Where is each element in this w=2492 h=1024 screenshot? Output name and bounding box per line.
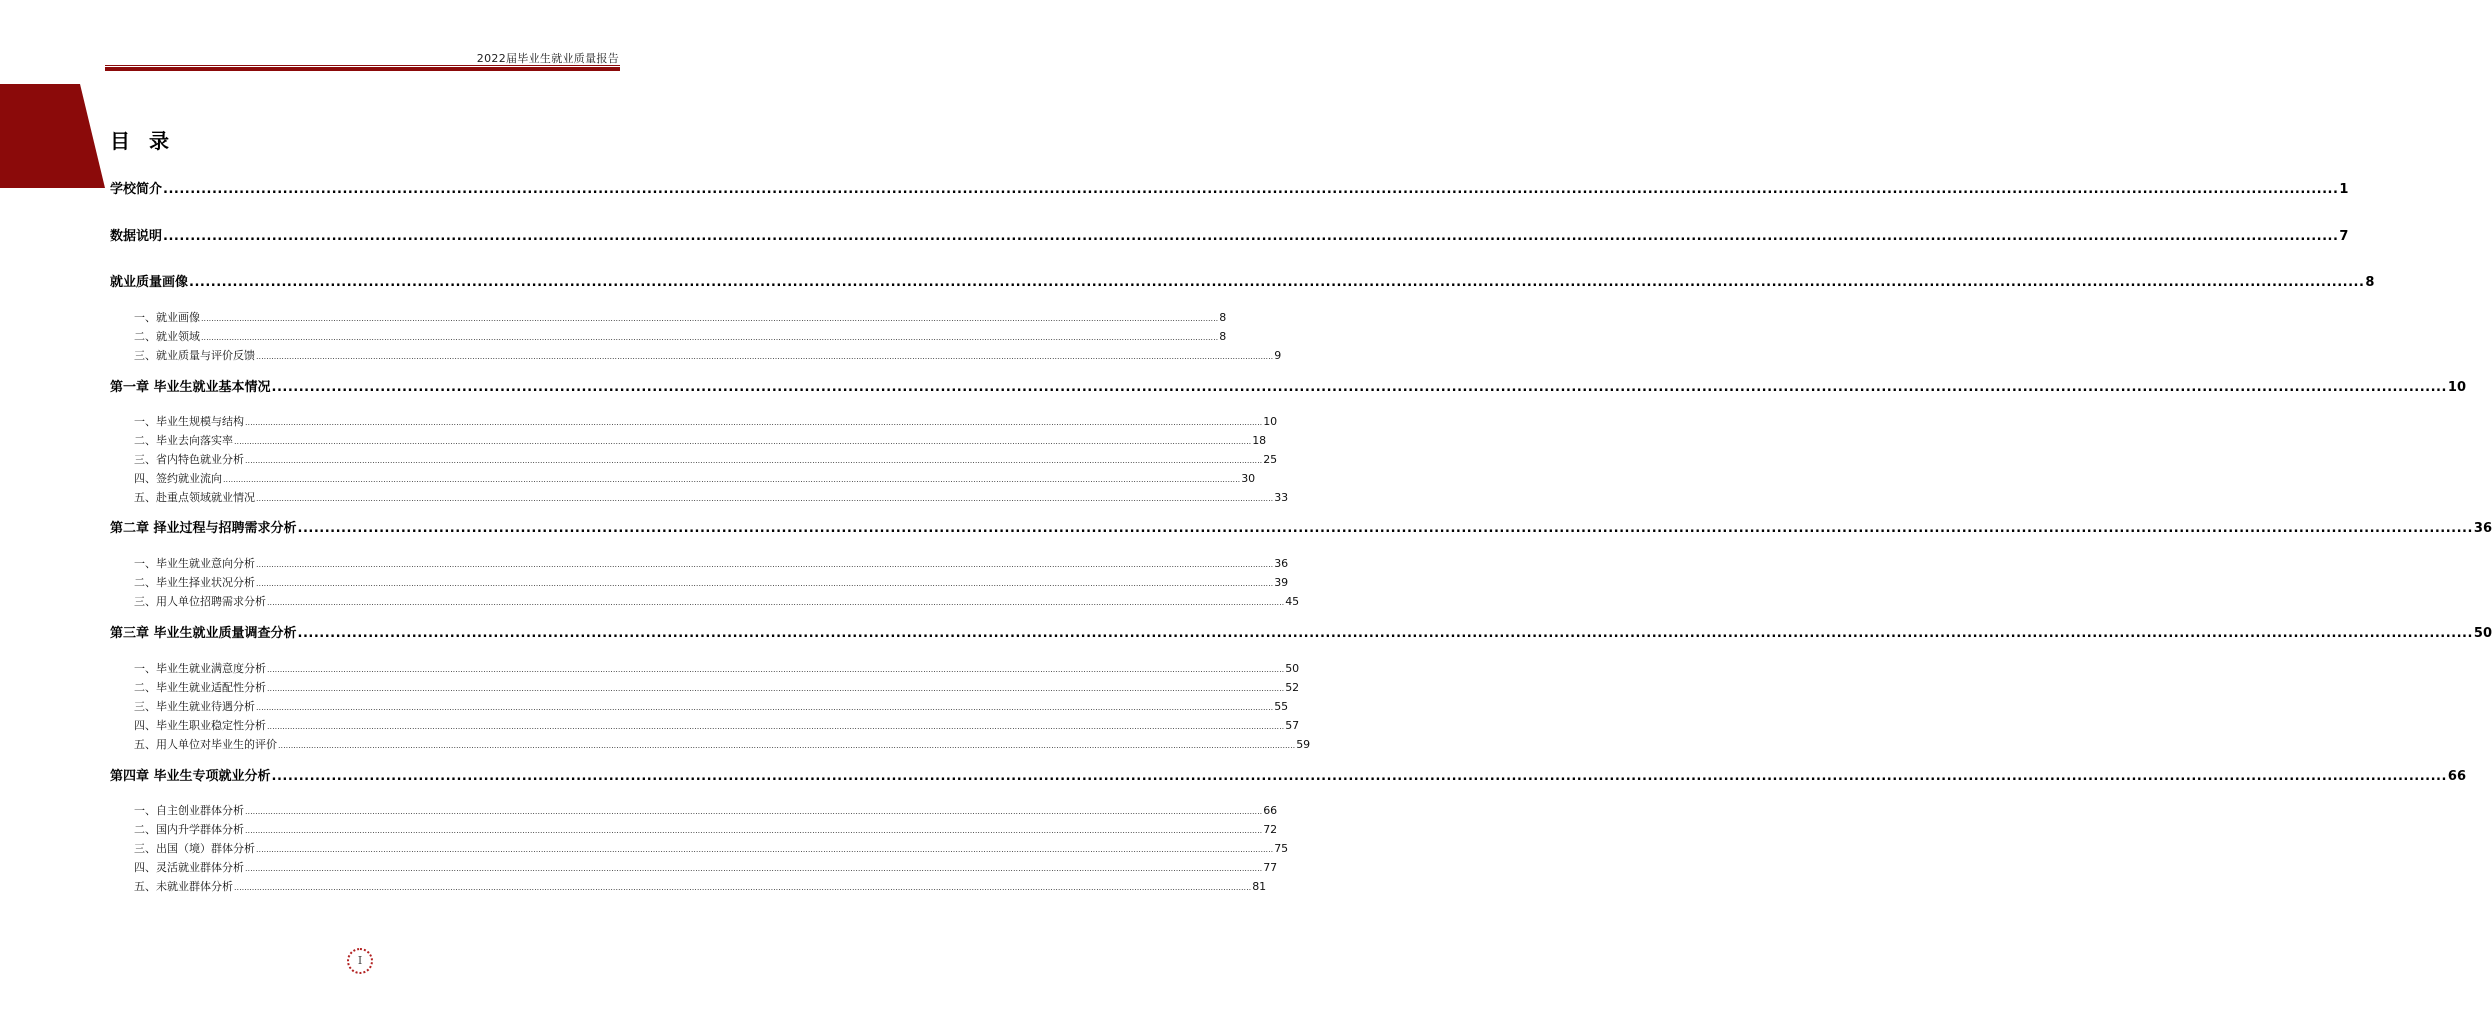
toc-leader-dots: ................................................................................................................................................................................................................................................................................................................................................................................................................ — [189, 275, 2365, 290]
toc-chapter-entry[interactable] — [110, 178, 2349, 197]
toc-entry-page: 72 — [1263, 823, 1278, 836]
toc-entry-label: 二、国内升学群体分析 — [134, 823, 244, 836]
page-number-badge — [347, 948, 373, 974]
toc-entry-page: 50 — [1285, 662, 1300, 675]
toc-entry-page: 10 — [1263, 415, 1278, 428]
toc-section-entry[interactable] — [134, 593, 1300, 609]
toc-entry-label: 五、用人单位对毕业生的评价 — [134, 738, 277, 751]
toc-entry-label: 一、毕业生规模与结构 — [134, 415, 244, 428]
toc-entry-label: 数据说明 — [110, 229, 163, 244]
toc-entry-page: 45 — [1285, 595, 1300, 608]
toc-entry-page: 57 — [1285, 719, 1300, 732]
toc-entry-label: 第二章 择业过程与招聘需求分析 — [110, 521, 297, 536]
report-title-header: 2022届毕业生就业质量报告 — [476, 52, 619, 65]
toc-leader-dots: ................................................................................................................................................................................................................................................................................................................................................................................................................ — [245, 864, 1263, 873]
toc-entry-page: 50 — [2473, 626, 2492, 641]
toc-entry-page: 10 — [2447, 380, 2467, 395]
toc-entry-page: 7 — [2339, 229, 2349, 244]
toc-entry-label: 四、毕业生职业稳定性分析 — [134, 719, 266, 732]
toc-leader-dots: ................................................................................................................................................................................................................................................................................................................................................................................................................ — [256, 845, 1274, 854]
toc-section-entry[interactable] — [134, 328, 1227, 344]
toc-leader-dots: ................................................................................................................................................................................................................................................................................................................................................................................................................ — [278, 741, 1296, 750]
toc-leader-dots: ................................................................................................................................................................................................................................................................................................................................................................................................................ — [163, 182, 2339, 197]
toc-entry-label: 一、就业画像 — [134, 311, 200, 324]
toc-entry-label: 一、毕业生就业满意度分析 — [134, 662, 266, 675]
toc-entry-page: 25 — [1263, 453, 1278, 466]
toc-entry-label: 学校简介 — [110, 182, 163, 197]
toc-section-entry[interactable] — [134, 878, 1267, 894]
toc-section-entry[interactable] — [134, 859, 1278, 875]
toc-entry-label: 二、毕业去向落实率 — [134, 434, 233, 447]
toc-entry-label: 二、毕业生就业适配性分析 — [134, 681, 266, 694]
toc-entry-page: 1 — [2339, 182, 2349, 197]
toc-section-entry[interactable] — [134, 489, 1289, 505]
toc-section-entry[interactable] — [134, 660, 1300, 676]
toc-section-entry[interactable] — [134, 413, 1278, 429]
toc-leader-dots: ................................................................................................................................................................................................................................................................................................................................................................................................................ — [201, 333, 1219, 342]
toc-entry-page: 75 — [1274, 842, 1289, 855]
toc-entry-label: 三、毕业生就业待遇分析 — [134, 700, 255, 713]
toc-entry-label: 第四章 毕业生专项就业分析 — [110, 769, 271, 784]
toc-entry-page: 9 — [1274, 349, 1282, 362]
toc-leader-dots: ................................................................................................................................................................................................................................................................................................................................................................................................................ — [271, 769, 2447, 784]
toc-entry-label: 四、灵活就业群体分析 — [134, 861, 244, 874]
toc-entry-label: 五、赴重点领域就业情况 — [134, 491, 255, 504]
toc-heading: 目 录 — [110, 129, 175, 153]
toc-section-entry[interactable] — [134, 679, 1300, 695]
corner-band-shape — [0, 84, 105, 188]
toc-leader-dots: ................................................................................................................................................................................................................................................................................................................................................................................................................ — [297, 521, 2473, 536]
header-rule — [105, 65, 620, 71]
toc-leader-dots: ................................................................................................................................................................................................................................................................................................................................................................................................................ — [297, 626, 2473, 641]
toc-chapter-entry[interactable] — [110, 517, 2492, 536]
toc-leader-dots: ................................................................................................................................................................................................................................................................................................................................................................................................................ — [256, 560, 1274, 569]
toc-chapter-entry[interactable] — [110, 622, 2492, 641]
toc-section-entry[interactable] — [134, 309, 1227, 325]
toc-entry-page: 66 — [2447, 769, 2467, 784]
toc-leader-dots: ................................................................................................................................................................................................................................................................................................................................................................................................................ — [256, 352, 1274, 361]
toc-entry-page: 30 — [1241, 472, 1256, 485]
toc-section-entry[interactable] — [134, 555, 1289, 571]
toc-entry-page: 36 — [2473, 521, 2492, 536]
toc-entry-label: 三、就业质量与评价反馈 — [134, 349, 255, 362]
toc-leader-dots: ................................................................................................................................................................................................................................................................................................................................................................................................................ — [234, 437, 1252, 446]
toc-leader-dots: ................................................................................................................................................................................................................................................................................................................................................................................................................ — [256, 579, 1274, 588]
toc-entry-page: 66 — [1263, 804, 1278, 817]
toc-entry-page: 81 — [1252, 880, 1267, 893]
corner-decoration — [0, 84, 105, 188]
toc-entry-label: 四、签约就业流向 — [134, 472, 222, 485]
toc-entry-page: 39 — [1274, 576, 1289, 589]
toc-section-entry[interactable] — [134, 821, 1278, 837]
toc-entry-label: 三、省内特色就业分析 — [134, 453, 244, 466]
toc-chapter-entry[interactable] — [110, 225, 2349, 244]
toc-leader-dots: ................................................................................................................................................................................................................................................................................................................................................................................................................ — [163, 229, 2339, 244]
toc-leader-dots: ................................................................................................................................................................................................................................................................................................................................................................................................................ — [271, 380, 2447, 395]
toc-leader-dots: ................................................................................................................................................................................................................................................................................................................................................................................................................ — [256, 703, 1274, 712]
toc-entry-page: 8 — [1219, 330, 1227, 343]
toc-leader-dots: ................................................................................................................................................................................................................................................................................................................................................................................................................ — [245, 418, 1263, 427]
toc-entry-page: 52 — [1285, 681, 1300, 694]
toc-entry-page: 8 — [2365, 275, 2375, 290]
toc-entry-page: 33 — [1274, 491, 1289, 504]
toc-entry-label: 二、就业领域 — [134, 330, 200, 343]
toc-section-entry[interactable] — [134, 840, 1289, 856]
toc-leader-dots: ................................................................................................................................................................................................................................................................................................................................................................................................................ — [245, 826, 1263, 835]
toc-leader-dots: ................................................................................................................................................................................................................................................................................................................................................................................................................ — [267, 722, 1285, 731]
toc-entry-label: 三、出国（境）群体分析 — [134, 842, 255, 855]
toc-section-entry[interactable] — [134, 698, 1289, 714]
toc-section-entry[interactable] — [134, 736, 1311, 752]
toc-entry-page: 59 — [1296, 738, 1311, 751]
toc-entry-label: 二、毕业生择业状况分析 — [134, 576, 255, 589]
toc-chapter-entry[interactable] — [110, 271, 2375, 290]
toc-entry-page: 55 — [1274, 700, 1289, 713]
toc-entry-label: 一、毕业生就业意向分析 — [134, 557, 255, 570]
toc-leader-dots: ................................................................................................................................................................................................................................................................................................................................................................................................................ — [245, 456, 1263, 465]
toc-leader-dots: ................................................................................................................................................................................................................................................................................................................................................................................................................ — [267, 684, 1285, 693]
toc-leader-dots: ................................................................................................................................................................................................................................................................................................................................................................................................................ — [245, 807, 1263, 816]
toc-leader-dots: ................................................................................................................................................................................................................................................................................................................................................................................................................ — [267, 598, 1285, 607]
toc-entry-label: 一、自主创业群体分析 — [134, 804, 244, 817]
toc-section-entry[interactable] — [134, 574, 1289, 590]
toc-leader-dots: ................................................................................................................................................................................................................................................................................................................................................................................................................ — [201, 314, 1219, 323]
toc-section-entry[interactable] — [134, 347, 1282, 363]
toc-entry-label: 就业质量画像 — [110, 275, 189, 290]
toc-section-entry[interactable] — [134, 802, 1278, 818]
toc-leader-dots: ................................................................................................................................................................................................................................................................................................................................................................................................................ — [256, 494, 1274, 503]
toc-leader-dots: ................................................................................................................................................................................................................................................................................................................................................................................................................ — [234, 883, 1252, 892]
toc-chapter-entry[interactable] — [110, 376, 2467, 395]
page-number: I — [357, 954, 363, 967]
toc-entry-page: 77 — [1263, 861, 1278, 874]
toc-entry-label: 五、未就业群体分析 — [134, 880, 233, 893]
toc-leader-dots: ................................................................................................................................................................................................................................................................................................................................................................................................................ — [223, 475, 1241, 484]
toc-entry-label: 三、用人单位招聘需求分析 — [134, 595, 266, 608]
toc-entry-label: 第一章 毕业生就业基本情况 — [110, 380, 271, 395]
toc-section-entry[interactable] — [134, 451, 1278, 467]
toc-entry-page: 18 — [1252, 434, 1267, 447]
toc-section-entry[interactable] — [134, 432, 1267, 448]
toc-chapter-entry[interactable] — [110, 765, 2467, 784]
toc-section-entry[interactable] — [134, 470, 1256, 486]
toc-entry-page: 36 — [1274, 557, 1289, 570]
toc-entry-label: 第三章 毕业生就业质量调查分析 — [110, 626, 297, 641]
toc-leader-dots: ................................................................................................................................................................................................................................................................................................................................................................................................................ — [267, 665, 1285, 674]
toc-entry-page: 8 — [1219, 311, 1227, 324]
header-rule-thick — [105, 67, 620, 71]
toc-section-entry[interactable] — [134, 717, 1300, 733]
header-rule-thin — [105, 65, 620, 66]
